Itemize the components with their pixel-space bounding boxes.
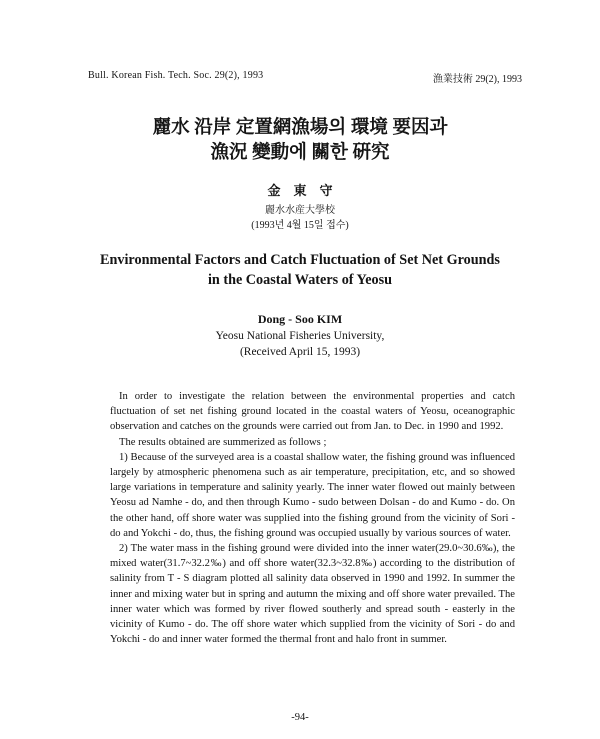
journal-citation: Bull. Korean Fish. Tech. Soc. 29(2), 1993 xyxy=(88,70,264,81)
abstract xyxy=(110,389,515,647)
korean-received-date: (1993년 4월 15일 접수) xyxy=(251,220,349,231)
korean-affiliation: 麗水水産大學校 xyxy=(265,205,335,216)
english-affiliation: Yeosu National Fisheries University, xyxy=(215,330,385,342)
abstract-paragraph-intro: In order to investigate the relation between the environmental properties and catch fluctuation of set net fishing ground located in the coastal waters of Yeosu, oceanographic observation and catches on the grounds were carried out from Jan. to Dec. in 1990 and 1992. xyxy=(110,391,515,433)
korean-title-line-1: 麗水 沿岸 定置網漁場의 環境 要因과 xyxy=(152,118,448,138)
korean-author: 金 東 守 xyxy=(267,183,333,198)
abstract-paragraph-result-2: 2) The water mass in the fishing ground were divided into the inner water(29.0~30.6‰), the mixed water(31.7~32.2‰) and off shore water(32.3~32.8‰) according to the distribution of salinity from T - S diagram plotted all salinity data observed in 1990 and 1992. In summer the inner and mixing water but in spring and autumn the mixing and off shore water prevailed. The inner water which was formed by river flowed southerly and spread south - easterly in the vicinity of Kumo - do. The off shore water which supplied from the vicinity of Sori - do and Yokchi - do and inner water formed the thermal front and halo front in summer. xyxy=(110,543,515,646)
english-author: Dong - Soo KIM xyxy=(257,312,343,326)
journal-citation-korean: 漁業技術 29(2), 1993 xyxy=(432,74,522,85)
english-title-line-1: Environmental Factors and Catch Fluctuation of Set Net Grounds xyxy=(100,252,500,268)
abstract-paragraph-summary-lead: The results obtained are summerized as follows ; xyxy=(119,436,327,448)
abstract-paragraph-result-1: 1) Because of the surveyed area is a coastal shallow water, the fishing ground was influenced largely by atmospheric phenomena such as air temperature, precipitation, etc, and so showed large variations in temperature and salinity yearly. The inner water flowed out mainly between Yeosu ad Namhe - do, and then through Kumo - sudo between Dolsan - do and Kumo - do. On the other hand, off shore water was supplied into the fishing ground from the vicinity of Sori - do and Yokchi - do, thus, the fishing ground was occupied usually by various sources of water. xyxy=(110,451,515,539)
english-title-line-2: in the Coastal Waters of Yeosu xyxy=(207,272,393,288)
page-number: -94- xyxy=(291,712,309,723)
korean-title-line-2: 漁況 變動에 關한 硏究 xyxy=(210,143,390,163)
english-received-date: (Received April 15, 1993) xyxy=(239,346,361,358)
